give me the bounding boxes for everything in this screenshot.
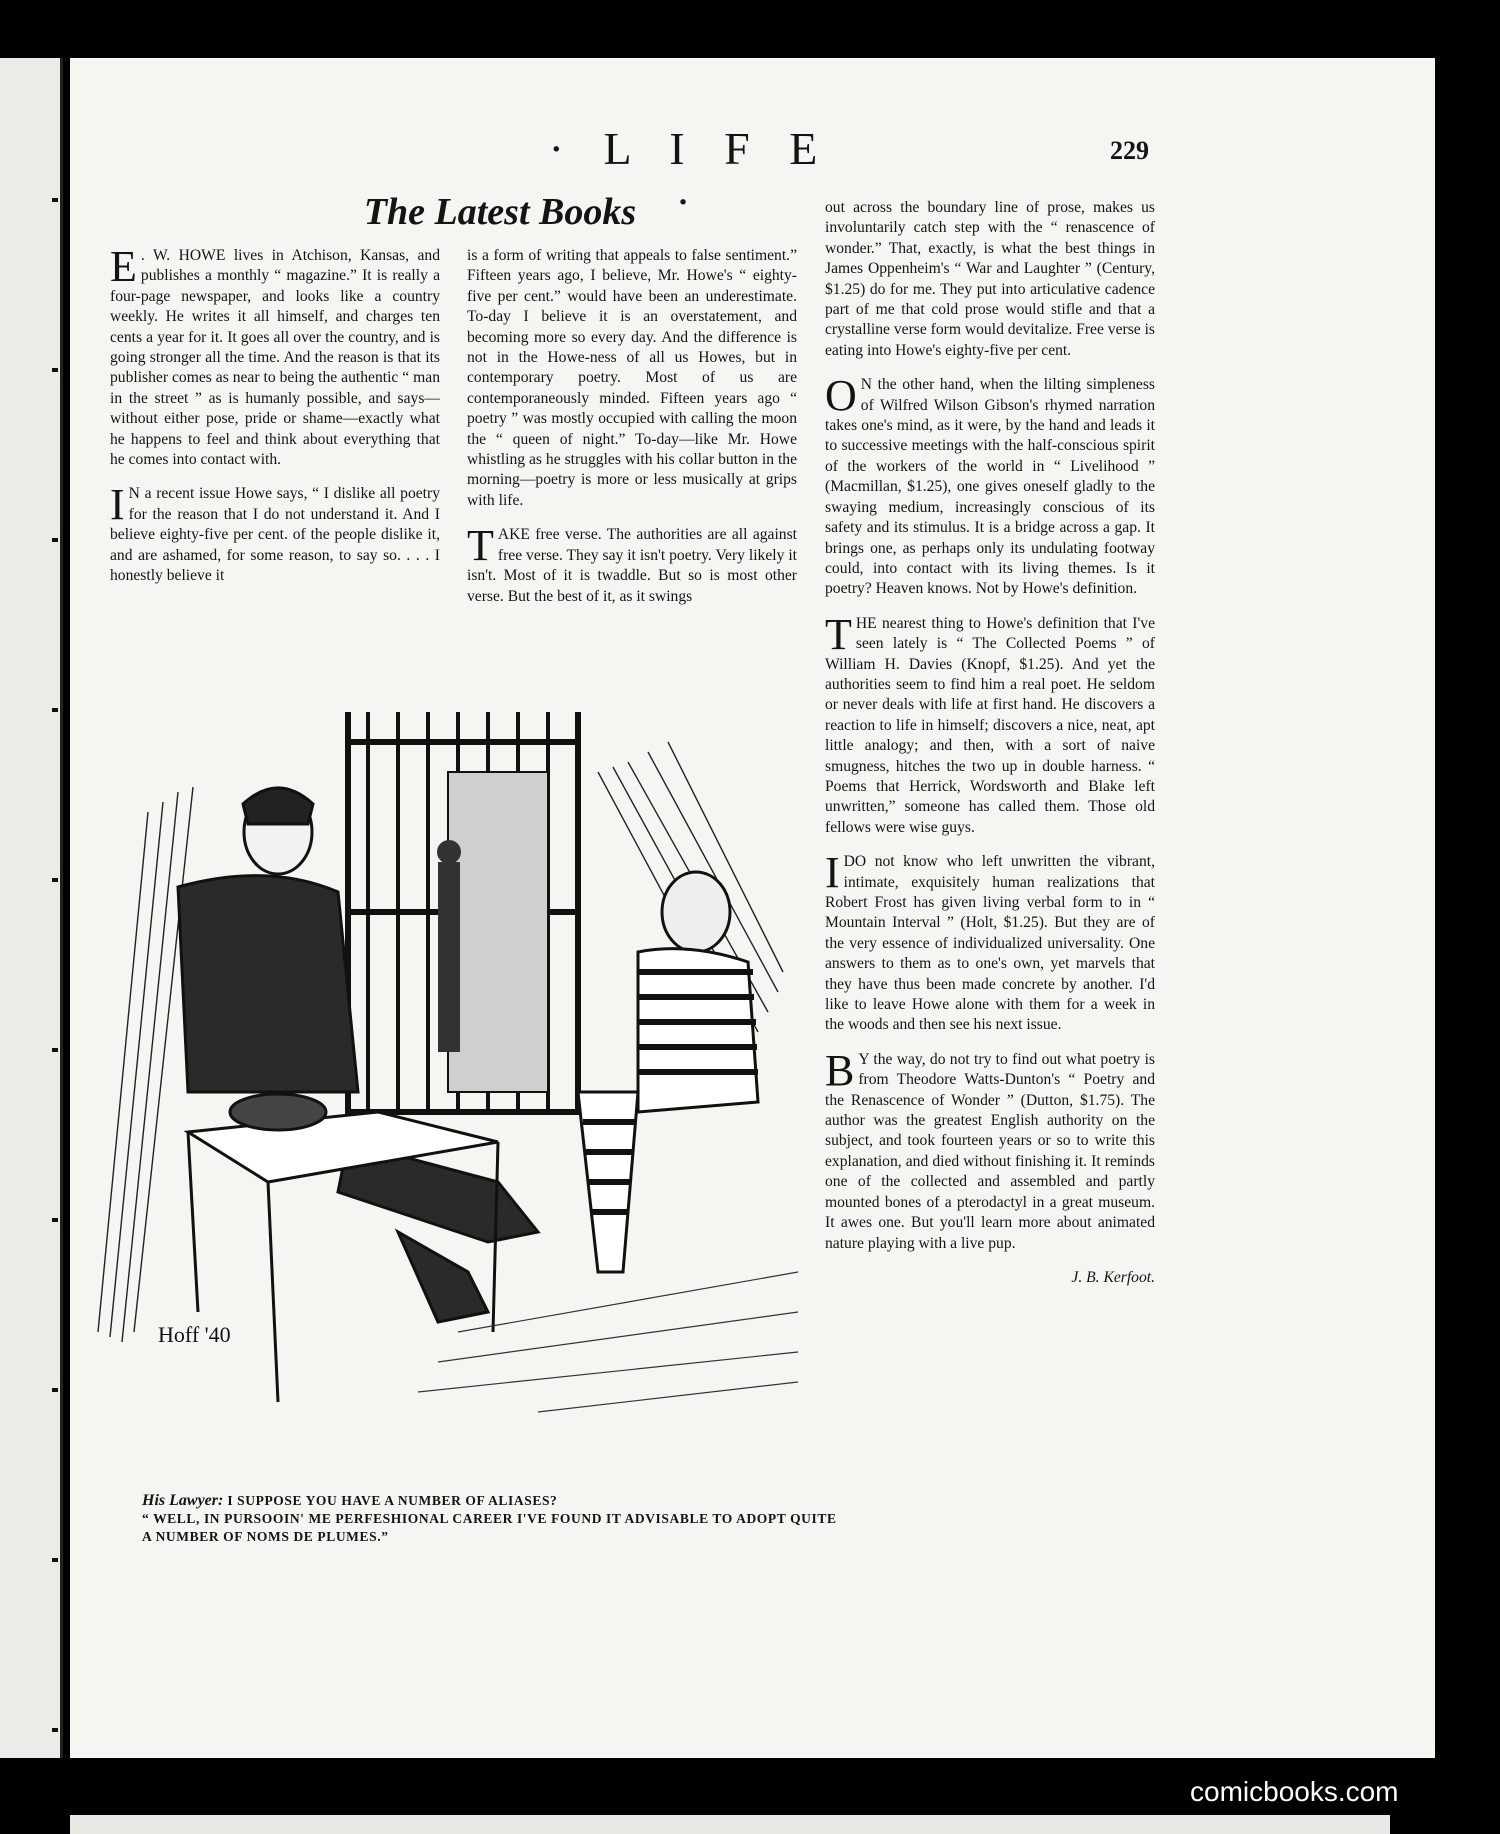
next-page-edge (70, 1815, 1390, 1834)
illustration-caption (142, 1492, 842, 1546)
column-3 (825, 198, 1155, 1302)
paragraph-text: AKE free verse. The authorities are all against free verse. They say it isn't poetry. Very likely it isn't. Most of it is twaddle. But so is most other verse. But the best of it, as it swings (467, 526, 797, 605)
drop-cap: T (467, 521, 494, 571)
drop-cap: B (825, 1045, 855, 1095)
prisoner-figure (578, 872, 758, 1272)
paragraph-text: Y the way, do not try to find out what poetry is from Theodore Watts-Dunton's “ Poetry and the Renascence of Wonder ” (Dutton, $1.75). The author was the greatest English authority on the subject, and took fourteen years or so to write this explanation, and died without finishing it. It reminds one of the collected and assembled and partly mounted bones of a pterodactyl in a great museum. It awes one. But you'll learn more about animated nature playing with a live pup. (825, 1050, 1155, 1252)
paragraph (110, 242, 440, 470)
cell-door (348, 712, 578, 1112)
artist-signature: Hoff '40 (158, 1322, 231, 1347)
paragraph (825, 1045, 1155, 1254)
drop-cap: I (110, 480, 125, 530)
paragraph-text: . W. HOWE lives in Atchison, Kansas, and publishes a monthly “ magazine.” It is really a four-page newspaper, and looks like a country weekly. He writes it all himself, and charges ten cents a year for it. It goes all over the country, and is going stronger all the time. And the reason is that its publisher comes as near to being the authentic “ man in the street ” as is humanly possible, and says—without either pose, pride or shame—exactly what he happens to feel and think about everything that he comes into contact with. (110, 247, 440, 469)
caption-speaker: His Lawyer: (142, 1492, 224, 1509)
drop-cap: I (825, 848, 840, 898)
article-title: The Latest Books (363, 191, 637, 233)
watermark: comicbooks.com (1190, 1776, 1399, 1807)
column-2 (467, 246, 797, 621)
paragraph-text: N a recent issue Howe says, “ I dislike all poetry for the reason that I do not understand it. And I believe eighty-five per cent. of the people dislike it, and are ashamed, for some reason, to say so. . . . I honestly believe it (110, 485, 440, 585)
paragraph-text: out across the boundary line of prose, makes us involuntarily catch step with the “ renascence of wonder.” That, exactly, is what the best things in James Oppenheim's “ War and Laughter ” (Century, $1.25) do for me. They put into articulative cadence part of me that cold prose would stifle and that a crystalline verse form would devitalize. Free verse is eating into Howe's eighty-five per cent. (825, 199, 1155, 359)
page-number: 229 (1110, 136, 1149, 165)
cartoon-illustration (38, 712, 808, 1418)
paragraph-text: is a form of writing that appeals to false sentiment.” Fifteen years ago, I believe, Mr. Howe's “ eighty-five per cent.” would have been an underestimate. To-day I believe it is an overstatement, and becoming more so every day. And the difference is not in the Howe-ness of all us Howes, but in contemporary poetry. Most of us are contemporaneously minded. Fifteen years ago “ poetry ” was mostly occupied with calling the moon the “ queen of night.” To-day—like Mr. Howe whistling as he struggles with his collar button in the morning—poetry is more or less musically at grips with life. (467, 247, 797, 509)
desk (188, 1094, 498, 1402)
paragraph-text: HE nearest thing to Howe's definition that I've seen lately is “ The Collected Poems ” of William H. Davies (Knopf, $1.25). And yet the authorities seem to find him a real poet. He seldom or never deals with life at first hand. He discovers a reaction to life in himself; discovers a nice, neat, apt little analogy; and then, with a sort of naive smugness, hitches the two up in double harness. “ Poems that Herrick, Wordsworth and Blake left unwritten,” someone has called them. Those old fellows were wise guys. (825, 614, 1155, 836)
paragraph (825, 371, 1155, 599)
masthead: · L I F E · (548, 123, 832, 227)
caption-line-1: I SUPPOSE YOU HAVE A NUMBER OF ALIASES? (227, 1493, 558, 1508)
drop-cap: O (825, 371, 857, 421)
guard-figure (437, 840, 461, 1052)
drop-cap: T (825, 609, 852, 659)
paragraph (110, 480, 440, 586)
paragraph (467, 521, 797, 607)
caption-line-2: “ WELL, IN PURSOOIN' ME PERFESHIONAL CAREER I'VE FOUND IT ADVISABLE TO ADOPT QUITE A NUMBER OF NOMS DE PLUMES.” (142, 1511, 837, 1544)
author-signature: J. B. Kerfoot. (1071, 1268, 1155, 1286)
paragraph (467, 246, 797, 511)
column-1 (110, 242, 440, 601)
paragraph-text: DO not know who left unwritten the vibrant, intimate, exquisitely human realizations that Robert Frost has given living verbal form to in “ Mountain Interval ” (Holt, $1.25). But they are of the very essence of individualized universality. One answers to them as to one's own, yet marvels that they have thus been made concrete by another. I'd like to leave Howe alone with them for a week in the woods and then see his next issue. (825, 853, 1155, 1034)
paragraph (825, 609, 1155, 838)
paragraph (825, 848, 1155, 1036)
drop-cap: E (110, 242, 137, 291)
paragraph (825, 198, 1155, 361)
paragraph-text: N the other hand, when the lilting simpleness of Wilfred Wilson Gibson's rhymed narration takes one's mind, as it were, by the hand and leads it to successive meetings with the half-conscious spirit of the workers of the world in “ Livelihood ” (Macmillan, $1.25), one gives oneself gladly to the swaying medium, increasingly conscious of its safety and its stimulus. It is a bridge across a gap. It brings one, as perhaps only its undulating footway could, into contact with its living themes. Is it poetry? Heaven knows. Not by Howe's definition. (825, 376, 1155, 598)
